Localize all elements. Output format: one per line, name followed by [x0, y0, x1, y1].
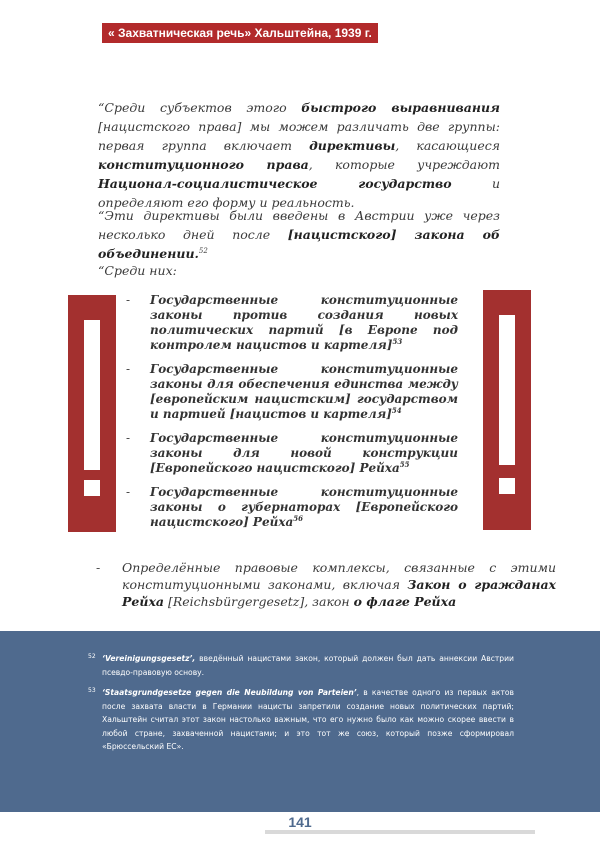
exclamation-dot [84, 480, 100, 496]
footnote-53: 53 ‘Staatsgrundgesetze gegen die Neubildung von Parteien’, в качестве одного из первых актов после захвата власти в Германии нацисты запретили создание новых политических партий; Хальштейн считал этот закон настолько важным, что его нужно было как можно скорее ввести в любой стране, захваченной нацистами; и это тот же союз, который позже сформировал «Брюссельский ЕС». [88, 687, 514, 751]
exclamation-dot [499, 478, 515, 494]
exclamation-icon-right [483, 290, 531, 530]
quote-paragraph-2: “Эти директивы были введены в Австрии уже через несколько дней после [нацистского] закона об объединении.$^{52}$ [98, 208, 500, 261]
quote-paragraph-1: “Среди субъектов этого быстрого выравнивания [нацистского права] мы можем различать две группы: первая группа включает директивы, касающиеся конституционного права, которые учреждают Национал-социалистическое государство и определяют его форму и реальность. [98, 100, 500, 210]
chapter-header-tag: « Захватническая речь» Хальштейна, 1939 г. [102, 23, 378, 43]
exclamation-icon-left [68, 295, 116, 532]
list-item: - Государственные конституционные законы для новой конструкции [Европейского нацистского] Рейха$^{55}$ [126, 431, 458, 475]
exclamation-bar [84, 320, 100, 470]
legal-complexes-item: - Определённые правовые комплексы, связанные с этими конституционными законами, включая Закон о гражданах Рейха [Reichsbürgergesetz], закон о флаге Рейха [96, 560, 556, 609]
list-item: - Государственные конституционные законы для обеспечения единства между [европейским нацистским] государством и партией [нацистов и картеля]$^{54}$ [126, 362, 458, 421]
quote-paragraph-3: “Среди них: [98, 263, 177, 278]
exclamation-bar [499, 315, 515, 465]
laws-list [120, 293, 458, 539]
footnote-ref-52: 52 [198, 246, 208, 255]
list-item: - Государственные конституционные законы о губернаторах [Европейского нацистского] Рейха$^{56}$ [126, 485, 458, 529]
list-item: - Государственные конституционные законы против создания новых политических партий [в Европе под контролем нацистов и картеля]$^{53}$ [126, 293, 458, 352]
footnote-52: 52 ‘Vereinigungsgesetz’, введённый нацистами закон, который должен был дать аннексии Австрии псевдо-правовую основу. [88, 653, 514, 677]
page-number: 141 [288, 814, 312, 830]
